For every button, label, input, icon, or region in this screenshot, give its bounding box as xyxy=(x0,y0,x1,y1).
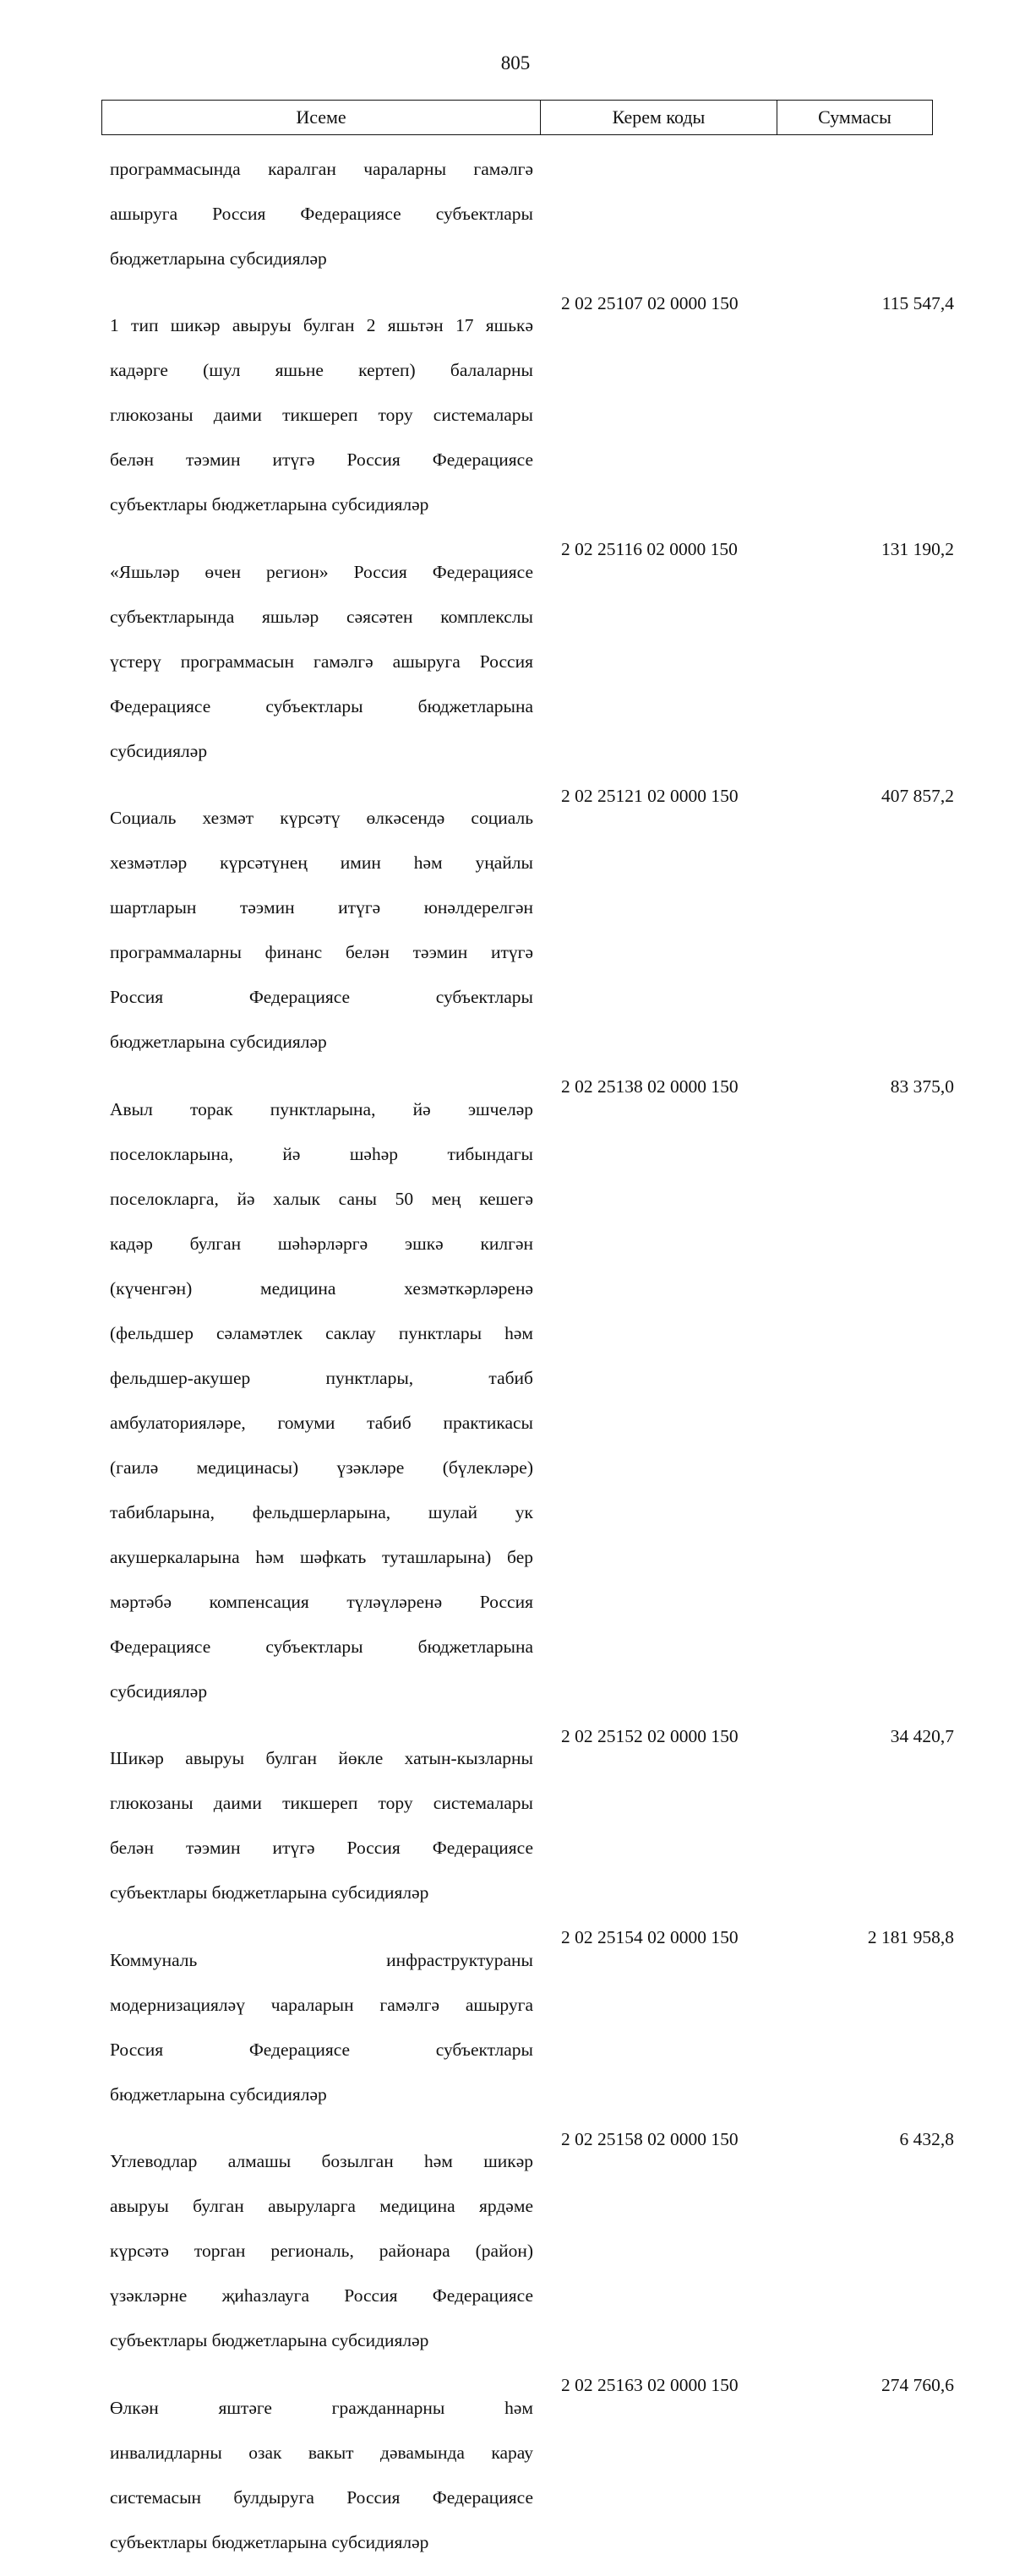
row-code: 2 02 25116 02 0000 150 xyxy=(561,539,738,559)
row-code: 2 02 25121 02 0000 150 xyxy=(561,785,739,806)
name-line: поселокларга, йә халык саны 50 мең кешегә xyxy=(110,1188,533,1209)
header-sum: Суммасы xyxy=(818,106,891,128)
table-row xyxy=(0,538,1014,785)
name-line: акушеркаларына һәм шәфкать туташларына) бер xyxy=(110,1546,533,1567)
name-line: Шикәр авыруы булган йөкле хатын-кызларны xyxy=(110,1748,533,1768)
table-row xyxy=(0,1725,1014,1927)
row-sum: 407 857,2 xyxy=(881,785,954,806)
row-sum: 131 190,2 xyxy=(881,539,954,559)
name-line: шартларын тәэмин итүгә юнәлдерелгән xyxy=(110,897,533,918)
row-name xyxy=(110,135,533,292)
table-row xyxy=(0,135,1014,292)
name-line: субъектлары бюджетларына субсидияләр xyxy=(110,1882,429,1903)
name-line: Углеводлар алмашы бозылган һәм шикәр xyxy=(110,2151,533,2171)
row-code: 2 02 25154 02 0000 150 xyxy=(561,1927,739,1947)
name-line: программаларны финанс белән тәэмин итүгә xyxy=(110,942,533,962)
row-sum: 115 547,4 xyxy=(881,292,954,313)
name-line: Коммуналь инфраструктураны xyxy=(110,1949,533,1970)
name-line: кадәрге (шул яшьне кертеп) балаларны xyxy=(110,360,533,380)
name-line: табибларына, фельдшерларына, шулай ук xyxy=(110,1501,533,1522)
name-line: субъектлары бюджетларына субсидияләр xyxy=(110,2330,429,2350)
table-row xyxy=(0,2128,1014,2375)
table-header xyxy=(101,100,933,135)
name-line: Россия Федерациясе субъектлары xyxy=(110,987,533,1007)
header-name: Исеме xyxy=(102,101,541,134)
name-line: субъектлары бюджетларына субсидияләр xyxy=(110,494,429,515)
table-row xyxy=(0,1926,1014,2128)
name-line: бюджетларына субсидияләр xyxy=(110,248,327,269)
row-name xyxy=(110,1926,533,2128)
table-body xyxy=(0,135,1014,2576)
name-line: субъектлары бюджетларына субсидияләр xyxy=(110,2531,429,2552)
table-row xyxy=(0,785,1014,1076)
name-line: Федерациясе субъектлары бюджетларына xyxy=(110,1636,533,1657)
row-code: 2 02 25158 02 0000 150 xyxy=(561,2128,739,2149)
name-line: кадәр булган шәһәрләргә эшкә килгән xyxy=(110,1233,533,1254)
name-line: системасын булдыруга Россия Федерациясе xyxy=(110,2486,533,2508)
name-line: ашыруга Россия Федерациясе субъектлары xyxy=(110,203,533,224)
name-line: субсидияләр xyxy=(110,740,208,761)
name-line: үстерү программасын гамәлгә ашыруга Россия xyxy=(110,651,533,672)
name-line: бюджетларына субсидияләр xyxy=(110,1032,327,1052)
row-name xyxy=(110,1725,533,1927)
name-line: Социаль хезмәт күрсәтү өлкәсендә социаль xyxy=(110,808,533,828)
row-code: 2 02 25138 02 0000 150 xyxy=(561,1076,739,1097)
name-line: белән тәэмин итүгә Россия Федерациясе xyxy=(110,1838,533,1858)
name-line: бюджетларына субсидияләр xyxy=(110,2083,327,2105)
name-line: Федерациясе субъектлары бюджетларына xyxy=(110,695,533,716)
row-code: 2 02 25107 02 0000 150 xyxy=(561,292,739,313)
name-line: күрсәтә торган региональ, районара (район) xyxy=(110,2241,533,2261)
row-name xyxy=(110,2128,533,2375)
name-line: Өлкән яштәге гражданнарны һәм xyxy=(110,2397,533,2418)
row-name xyxy=(110,2374,533,2576)
row-sum: 34 420,7 xyxy=(890,1725,954,1746)
table-row xyxy=(0,1076,1014,1725)
row-sum: 2 181 958,8 xyxy=(867,1927,954,1947)
name-line: белән тәэмин итүгә Россия Федерациясе xyxy=(110,449,533,470)
name-line: фельдшер-акушер пунктлары, табиб xyxy=(110,1367,533,1388)
table-row xyxy=(0,2374,1014,2576)
name-line: глюкозаны даими тикшереп тору системалары xyxy=(110,405,533,425)
header-code: Керем коды xyxy=(541,101,777,134)
table-row xyxy=(0,292,1014,539)
name-line: инвалидларны озак вакыт дәвамында карау xyxy=(110,2442,533,2463)
row-name xyxy=(110,1076,533,1725)
name-line: (фельдшер сәламәтлек саклау пунктлары һәм xyxy=(110,1322,533,1343)
name-line: Авыл торак пунктларына, йә эшчеләр xyxy=(110,1098,533,1119)
name-line: (гаилә медицинасы) үзәкләре (бүлекләре) xyxy=(110,1457,533,1478)
name-line: хезмәтләр күрсәтүнең имин һәм уңайлы xyxy=(110,852,533,873)
name-line: программасында каралган чараларны гамәлгә xyxy=(110,158,533,179)
name-line: Россия Федерациясе субъектлары xyxy=(110,2039,533,2060)
name-line: модернизацияләү чараларын гамәлгә ашыруга xyxy=(110,1994,533,2015)
name-line: поселокларына, йә шәһәр тибындагы xyxy=(110,1143,533,1164)
name-line: амбулаторияләре, гомуми табиб практикасы xyxy=(110,1412,533,1433)
row-name xyxy=(110,785,533,1076)
row-code: 2 02 25152 02 0000 150 xyxy=(561,1725,739,1746)
name-line: (күченгән) медицина хезмәткәрләренә xyxy=(110,1277,533,1299)
row-code: 2 02 25163 02 0000 150 xyxy=(561,2375,739,2395)
name-line: мәртәбә компенсация түләүләренә Россия xyxy=(110,1591,533,1612)
page-number: 805 xyxy=(500,52,531,74)
row-sum: 83 375,0 xyxy=(890,1076,954,1097)
name-line: үзәкләрне җиһазлауга Россия Федерациясе xyxy=(110,2285,533,2306)
name-line: авыруы булган авыруларга медицина ярдәме xyxy=(110,2196,533,2216)
name-line: глюкозаны даими тикшереп тору системалары xyxy=(110,1793,533,1813)
row-sum: 6 432,8 xyxy=(899,2128,954,2149)
row-name xyxy=(110,538,533,785)
name-line: 1 тип шикәр авыруы булган 2 яшьтән 17 яшькә xyxy=(110,315,533,335)
name-line: субъектларында яшьләр сәясәтен комплекслы xyxy=(110,606,533,627)
row-sum: 274 760,6 xyxy=(881,2375,954,2395)
row-name xyxy=(110,292,533,539)
name-line: «Яшьләр өчен регион» Россия Федерациясе xyxy=(110,561,533,582)
name-line: субсидияләр xyxy=(110,1680,208,1702)
